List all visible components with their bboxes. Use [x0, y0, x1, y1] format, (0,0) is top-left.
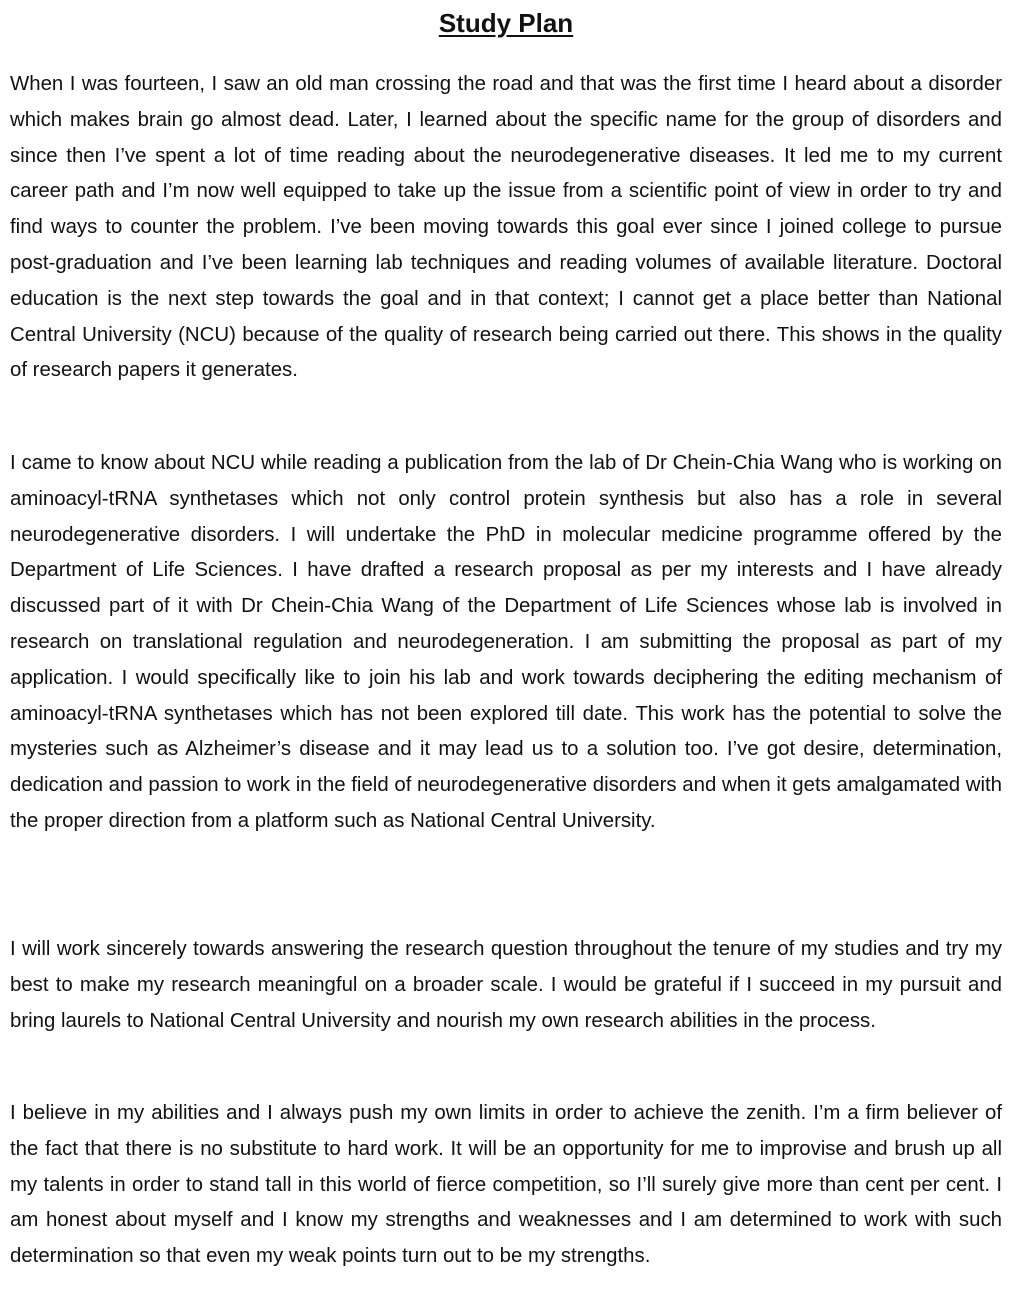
paragraph-4-container — [10, 1096, 1002, 1275]
paragraph-1-container — [10, 67, 1002, 389]
paragraph-1: When I was fourteen, I saw an old man crossing the road and that was the first time I heard about a disorder which makes brain go almost dead. Later, I learned about the specific name for the group of disorders and since then I’ve spent a lot of time reading about the neurodegenerative diseases. It led me to my current career path and I’m now well equipped to take up the issue from a scientific point of view in order to try and find ways to counter the problem. I’ve been moving towards this goal ever since I joined college to pursue post-graduation and I’ve been learning lab techniques and reading volumes of available literature. Doctoral education is the next step towards the goal and in that context; I cannot get a place better than National Central University (NCU) because of the quality of research being carried out there. This shows in the quality of research papers it generates. — [10, 73, 1002, 382]
document-title: Study Plan — [438, 8, 574, 38]
paragraph-3-container — [10, 932, 1002, 1039]
paragraph-2-container — [10, 446, 1002, 840]
paragraph-2: I came to know about NCU while reading a publication from the lab of Dr Chein-Chia Wang who is working on aminoacyl-tRNA synthetases which not only control protein synthesis but also has a role in several neurodegenerative disorders. I will undertake the PhD in molecular medicine programme offered by the Department of Life Sciences. I have drafted a research proposal as per my interests and I have already discussed part of it with Dr Chein-Chia Wang of the Department of Life Sciences whose lab is involved in research on translational regulation and neurodegeneration. I am submitting the proposal as part of my application. I would specifically like to join his lab and work towards deciphering the editing mechanism of aminoacyl-tRNA synthetases which has not been explored till date. This work has the potential to solve the mysteries such as Alzheimer’s disease and it may lead us to a solution too. I’ve got desire, determination, dedication and passion to work in the field of neurodegenerative disorders and when it gets amalgamated with the proper direction from a platform such as National Central University. — [10, 452, 1002, 832]
paragraph-3: I will work sincerely towards answering the research question throughout the tenure of my studies and try my best to make my research meaningful on a broader scale. I would be grateful if I succeed in my pursuit and bring laurels to National Central University and nourish my own research abilities in the process. — [10, 938, 1002, 1032]
paragraph-4: I believe in my abilities and I always push my own limits in order to achieve the zenith. I’m a firm believer of the fact that there is no substitute to hard work. It will be an opportunity for me to improvise and brush up all my talents in order to stand tall in this world of fierce competition, so I’ll surely give more than cent per cent. I am honest about myself and I know my strengths and weaknesses and I am determined to work with such determination so that even my weak points turn out to be my strengths. — [10, 1102, 1002, 1268]
